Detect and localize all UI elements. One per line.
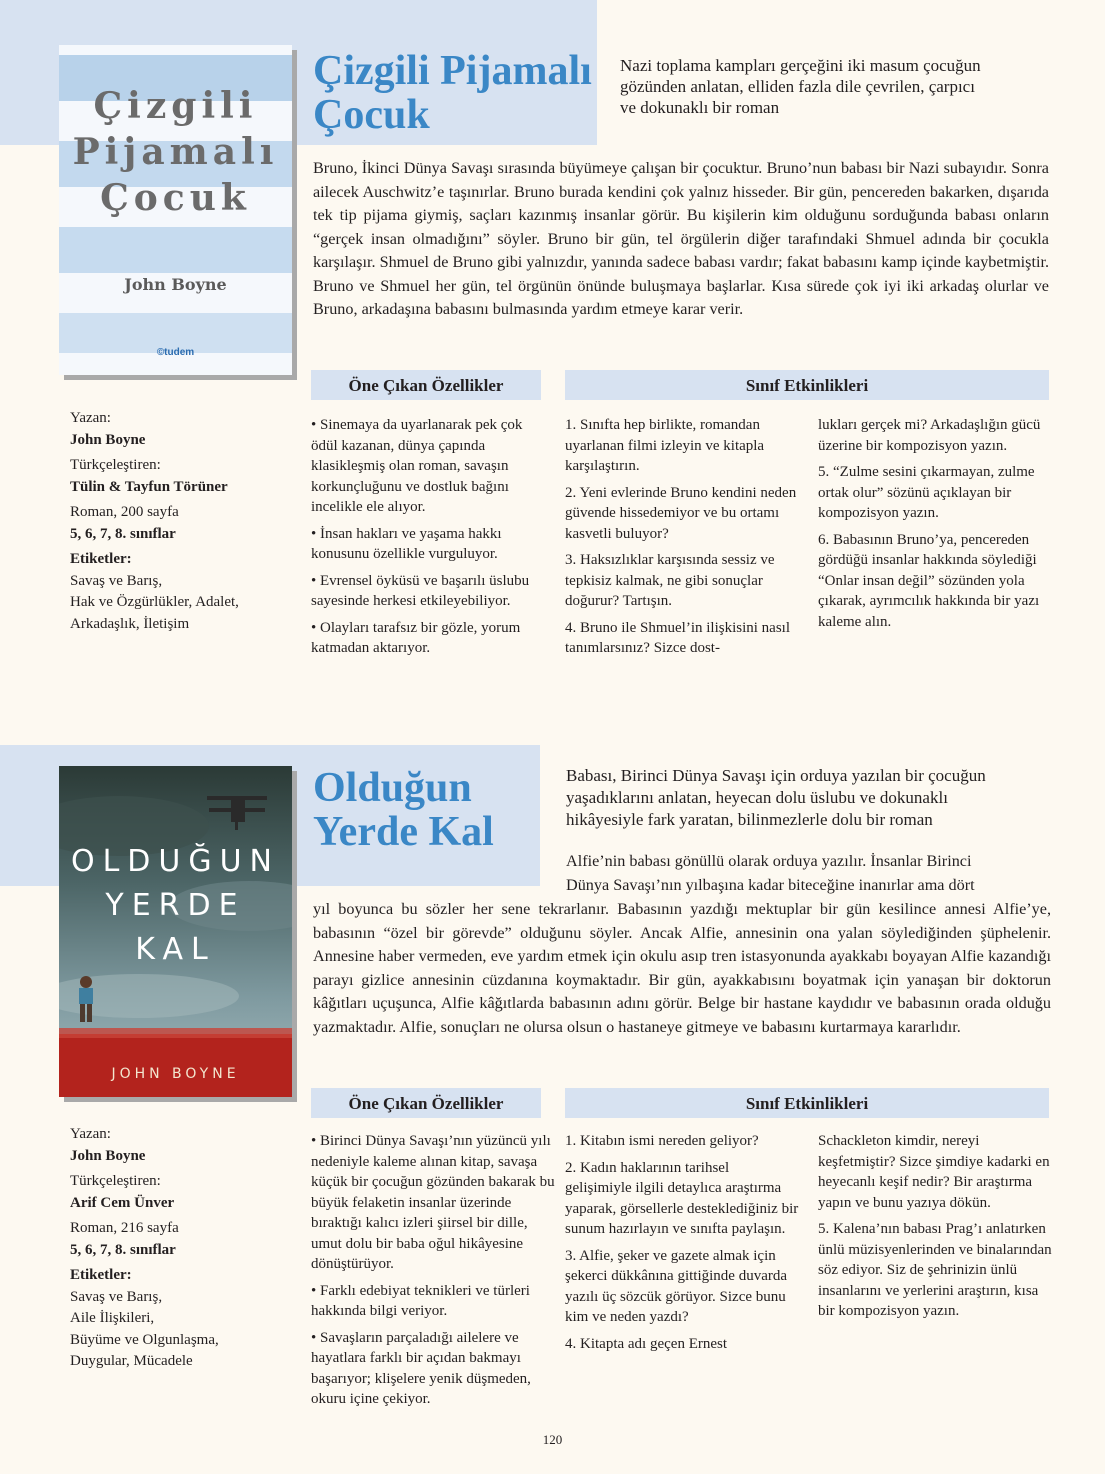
book1-activities-heading: Sınıf Etkinlikleri: [565, 370, 1049, 400]
book2-cover-title: OLDUĞUN YERDE KAL: [70, 844, 281, 967]
list-item: 5. “Zulme sesini çıkarmayan, zulme ortak olur” sözünü açıklayan bir kompozisyon yazın.: [818, 464, 1035, 521]
book2-features-heading: Öne Çıkan Özellikler: [311, 1088, 541, 1118]
book2-activities-heading: Sınıf Etkinlikleri: [565, 1088, 1049, 1118]
list-item: • İnsan hakları ve yaşama hakkı konusunu özellikle vurguluyor.: [311, 525, 502, 562]
list-item: • Olayları tarafsız bir gözle, yorum katmadan aktarıyor.: [311, 619, 521, 656]
book2-lead: Babası, Birinci Dünya Savaşı için orduya yazılan bir çocuğun yaşadıklarını anlatan, heyecan dolu üslubu ve dokunaklı hikâyesiyle fark yaratan, bilinmezlerle dolu bir roman: [566, 766, 986, 829]
book2-summary-rest: yıl boyunca bu sözler her sene tekrarlanır. Babasının yazdığı mektuplar bir gün kesilince annesi Alfie’ye, babasının “özel bir görevde” olduğunu söyler. Ancak Alfie, annesinin ona yalan söylediğinden şüphelenir. Annesine haber vermeden, eve yardım etmek için okulu asıp tren istasyonunda ayakkabı boyayan Alfie kazandığı parayı gizlice annesinin cüzdanına koymaktadır. Bir gün, ayakkabısını boyatmak için yanaşan bir doktorun kâğıtları uçuşunca, Alfie kâğıtlarda babasının adını görür. Belge bir hastane kaydıdır ve babasının orada olduğu yazmaktadır. Alfie, sonuçları ne olursa olsun o hastaneye gitmeye ve babasını kurtarmaya kararlıdır.: [313, 900, 1051, 1036]
list-item: 1. Kitabın ismi nereden geliyor?: [565, 1133, 759, 1149]
list-item: 4. Bruno ile Shmuel’in ilişkisini nasıl tanımlarsınız? Sizce dost-: [565, 619, 790, 656]
book1-lead: Nazi toplama kampları gerçeğini iki masum çocuğun gözünden anlatan, elliden fazla dile çevrilen, çarpıcı ve dokunaklı bir roman: [620, 56, 981, 117]
book1-features-heading: Öne Çıkan Özellikler: [311, 370, 541, 400]
book1-meta: Yazan: John Boyne Türkçeleştiren: Tülin & Tayfun Törüner Roman, 200 sayfa 5, 6, 7, 8. sınıflar Etiketler: Savaş ve Barış, Hak ve Özgürlükler, Adalet, Arkadaşlık, İletişim: [70, 410, 239, 632]
list-item: • Sinemaya da uyarlanarak pek çok ödül kazanan, dünya çapında klasikleşmiş olan roman, savaşın korkunçluğunu ve dostluk bağını incelikle ele alıyor.: [311, 417, 523, 515]
list-item: 3. Alfie, şeker ve gazete almak için şekerci dükkânına gittiğinde duvarda yazılı üç sözcük görüyor. Sizce bunu kim ve neden yazdı?: [565, 1247, 788, 1325]
book2-summary-start: Alfie’nin babası gönüllü olarak orduya yazılır. İnsanlar Birinci Dünya Savaşı’nın yılbaşına kadar biteceğine inanırlar ama dört: [566, 852, 975, 894]
book1-features-list: [311, 415, 543, 665]
list-item: 5. Kalena’nın babası Prag’ı anlatırken ünlü müzisyenlerinden ve binalarından söz ediyor. Siz de şehrinizin ünlü insanlarını ve yerlerini araştırın, kısa bir kompozisyon yazın.: [818, 1221, 1052, 1319]
list-item: • Evrensel öyküsü ve başarılı üslubu sayesinde herkesi etkileyebiliyor.: [311, 572, 530, 609]
list-item: 2. Yeni evlerinde Bruno kendini neden güvende hissedemiyor ve bu ortamı kasvetli buluyor?: [565, 484, 797, 542]
list-item: 1. Sınıfta hep birlikte, romandan uyarlanan filmi izleyin ve kitapla karşılaştırın.: [565, 417, 765, 474]
book1-activities-col2: [818, 415, 1054, 638]
list-item: 3. Haksızlıklar karşısında sessiz ve tepkisiz kalmak, ne gibi sonuçlar doğurur? Tartışın.: [565, 552, 775, 609]
list-item: 4. Kitapta adı geçen Ernest: [565, 1335, 728, 1352]
list-item: lukları gerçek mi? Arkadaşlığın gücü üzerine bir kompozisyon yazın.: [818, 417, 1041, 454]
book1-activities-col1: [565, 415, 799, 665]
book2-activities-col2: [818, 1131, 1054, 1328]
list-item: • Birinci Dünya Savaşı’nın yüzüncü yılı nedeniyle kaleme alınan kitap, savaşa küçük bir çocuğun gözünden bakarak bu büyük felaketin insanlar üzerinde bıraktığı kalıcı izleri şiirsel bir dille, umut dolu bir baba oğul hikâyesine dönüştürüyor.: [311, 1133, 555, 1272]
list-item: 2. Kadın haklarının tarihsel gelişimiyle ilgili detaylıca araştırma yaparak, görsellerle desteklediğiniz bir sunum hazırlayın ve sınıfta paylaşın.: [565, 1159, 799, 1237]
list-item: Schackleton kimdir, nereyi keşfetmiştir? Sizce şimdiye kadarki en heyecanlı keşif nedir? Bir araştırma yapın ve bunu yazıya dökün.: [818, 1133, 1050, 1211]
list-item: 6. Babasının Bruno’ya, pencereden gördüğü insanlar hakkında söylediği “Onlar insan değil” sözünden yola çıkarak, ayrımcılık hakkında bir yazı kaleme alın.: [818, 531, 1040, 630]
book1-cover-publisher: ©tudem: [156, 347, 195, 358]
book2-title: Olduğun Yerde Kal: [313, 765, 494, 855]
list-item: • Savaşların parçaladığı ailelere ve hayatlara farklı bir açıdan bakmayı başarıyor; klişelere yenik düşmeden, okuru içine çekiyor.: [311, 1329, 531, 1407]
list-item: • Farklı edebiyat teknikleri ve türleri hakkında bilgi veriyor.: [311, 1282, 530, 1319]
book1-cover-author: John Boyne: [124, 275, 227, 294]
book1-cover-title: Çizgili Pijamalı Çocuk: [72, 85, 279, 219]
book2-cover: [59, 766, 292, 1097]
book2-meta: Yazan: John Boyne Türkçeleştiren: Arif Cem Ünver Roman, 216 sayfa 5, 6, 7, 8. sınıflar Etiketler: Savaş ve Barış, Aile İlişkileri, Büyüme ve Olgunlaşma, Duygular, Mücadele: [70, 1126, 219, 1369]
book2-cover-author: JOHN BOYNE: [111, 1066, 240, 1082]
book1-summary: Bruno, İkinci Dünya Savaşı sırasında büyümeye çalışan bir çocuktur. Bruno’nun babası bir Nazi subayıdır. Sonra ailecek Auschwitz’e taşınırlar. Bruno burada kendini çok yalnız hisseder. Bir gün, pencereden bakarken, dışarıda tek tip pijama giymiş, saçları kazınmış insanlar görür. Bu kişilerin kim olduğunu sorduğunda babası onların “gerçek insan olmadığını” söyler. Bruno bir gün, tel örgülerin diğer tarafındaki Shmuel adında bir çocukla karşılaşır. Shmuel de Bruno gibi yalnızdır, yanında sadece babası vardır; fakat babasını kamp içinde kaybetmiştir. Bruno ve Shmuel her gün, tel örgünün önünde buluşmaya başlarlar. Kısa sürede çok iyi iki arkadaş olurlar ve Bruno, arkadaşına babasını bulmasında yardım etmeye karar verir.: [313, 159, 1049, 318]
book1-cover: [59, 45, 292, 375]
book2-activities-col1: [565, 1131, 799, 1360]
page-number: 120: [542, 1432, 563, 1447]
book2-features-list: [311, 1131, 555, 1416]
book1-title: Çizgili Pijamalı Çocuk: [313, 48, 592, 138]
